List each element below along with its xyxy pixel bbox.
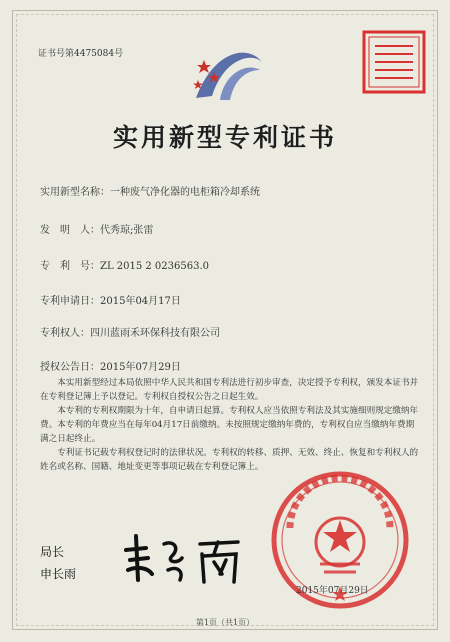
patent-owner-value: 四川蓝雨禾环保科技有限公司 (90, 328, 220, 339)
grant-date-value: 2015年07月29日 (100, 362, 181, 373)
director-title: 局长 (40, 545, 65, 559)
patent-office-logo (190, 40, 268, 106)
utility-model-name-value: 一种废气净化器的电柜箱冷却系统 (110, 187, 260, 198)
patent-number-value: ZL 2015 2 0236563.0 (100, 261, 210, 272)
inventor-row (40, 221, 153, 236)
page-number: 第1页（共1页） (195, 618, 255, 627)
official-seal-top (360, 28, 428, 96)
patent-number-row (40, 257, 209, 272)
seal-date: 2015年07月29日 (296, 586, 369, 596)
director-signature (118, 530, 248, 588)
patent-owner-label: 专利权人： (40, 328, 90, 339)
patent-owner-row (40, 324, 220, 339)
filing-date-label: 专利申请日： (40, 296, 100, 307)
paragraph-term: 本专利的专利权期限为十年，自申请日起算。专利权人应当依照专利法及其实施细则规定缴纳年费。本专利的年费应当在每年04月17日前缴纳。未按照规定缴纳年费的，专利权自应当缴纳年费期满之日起终止。 (40, 406, 419, 444)
certificate-title: 实用新型专利证书 (112, 123, 337, 152)
filing-date-value: 2015年04月17日 (100, 296, 181, 307)
patent-number-label: 专 利 号： (40, 261, 100, 272)
paragraph-grant: 本实用新型经过本局依照中华人民共和国专利法进行初步审查，决定授予专利权，颁发本证书并在专利登记簿上予以登记。专利权自授权公告之日起生效。 (40, 378, 419, 402)
utility-model-name-label: 实用新型名称： (40, 187, 110, 198)
certificate-number: 证书号第4475084号 (38, 49, 124, 59)
inventor-label: 发 明 人： (40, 225, 100, 236)
utility-model-name-row (40, 183, 260, 198)
grant-date-row (40, 358, 181, 373)
director-name: 申长雨 (40, 567, 77, 581)
filing-date-row (40, 292, 181, 307)
grant-date-label: 授权公告日： (40, 362, 100, 373)
inventor-value: 代秀琼;张雷 (100, 225, 154, 236)
paragraph-record: 专利证书记载专利权登记时的法律状况。专利权的转移、质押、无效、终止、恢复和专利权人的姓名或名称、国籍、地址变更等事项记载在专利登记簿上。 (40, 448, 419, 472)
